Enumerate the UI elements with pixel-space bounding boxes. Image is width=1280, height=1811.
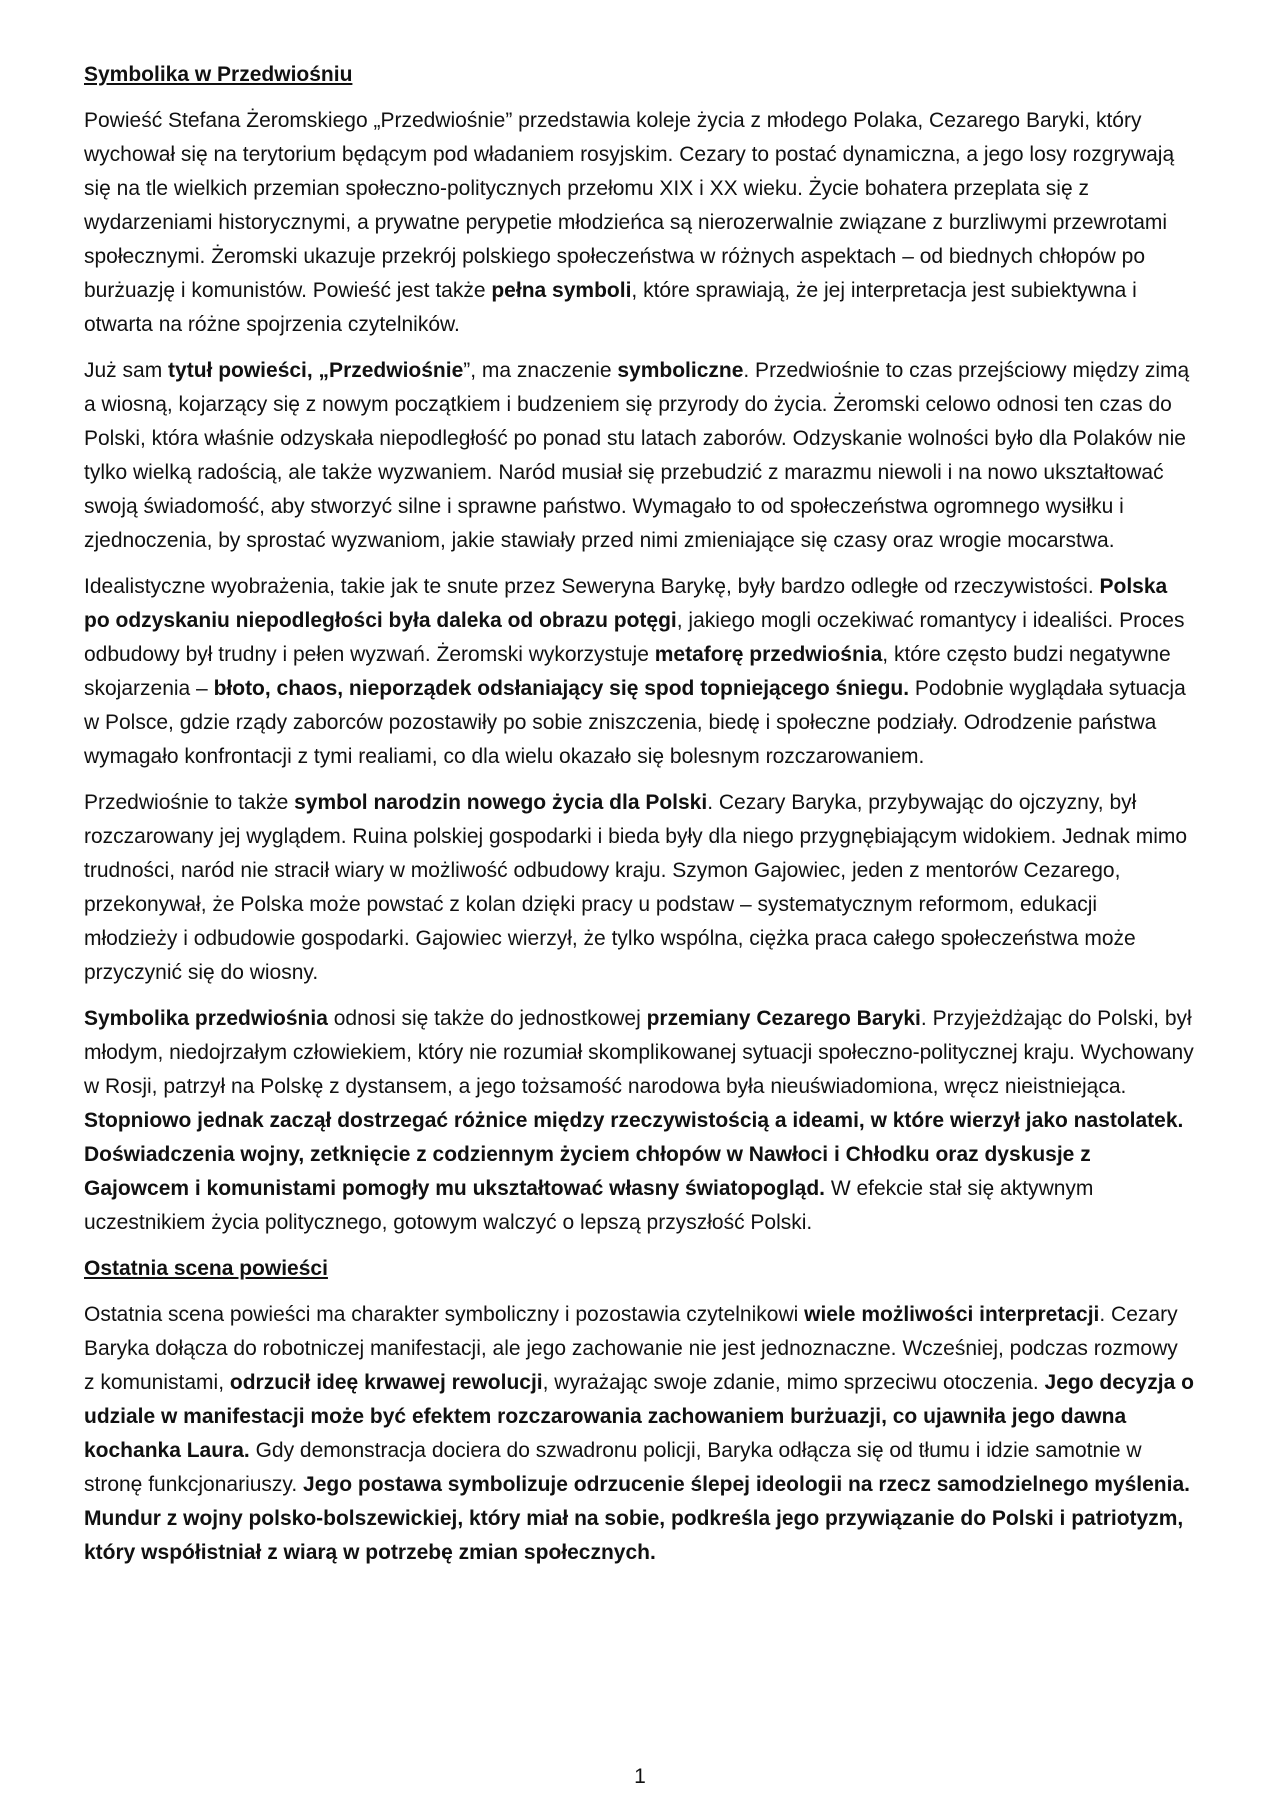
text-run: ”, ma znaczenie [463, 359, 618, 382]
bold-text: Jego decyzja o udziale w manifestacji może być efektem rozczarowania zachowaniem burżuazji, co ujawniła jego dawna kochanka Laura. [84, 1371, 1194, 1462]
text-run: . Cezary Baryka dołącza do robotniczej manifestacji, ale jego zachowanie nie jest jednoznaczne. Wcześniej, podczas rozmowy z komunistami, [84, 1303, 1178, 1394]
text-run: , które często budzi negatywne skojarzenia – [84, 643, 1171, 700]
bold-text: symboliczne [617, 359, 744, 382]
section-heading: Ostatnia scena powieści [84, 1257, 328, 1280]
text-run: odnosi się także do jednostkowej [327, 1007, 647, 1030]
text-run: , jakiego mogli oczekiwać romantycy i idealiści. Proces odbudowy był trudny i pełen wyzwań. Żeromski wykorzystuje [84, 609, 1185, 666]
text-run: . Cezary Baryka, przybywając do ojczyzny, był rozczarowany jej wyglądem. Ruina polskiej gospodarki i bieda były dla niego przygnębiającym widokiem. Jednak mimo trudności, naród nie stracił wiary w możliwość odbudowy kraju. Szymon Gajowiec, jeden z mentorów Cezarego, przekonywał, że Polska może powstać z kolan dzięki pracy u podstaw – systematycznym reformom, edukacji młodzieży i odbudowie gospodarki. Gajowiec wierzył, że tylko wspólna, ciężka praca całego społeczeństwa może przyczynić się do wiosny. [84, 791, 1188, 984]
text-run: , wyrażając swoje zdanie, mimo sprzeciwu otoczenia. [542, 1371, 1045, 1394]
bold-text: symbol narodzin nowego życia dla Polski [294, 791, 708, 814]
bold-text: pełna symboli [491, 279, 632, 302]
section-body [84, 104, 1194, 1240]
text-run: , które sprawiają, że jej interpretacja jest subiektywna i otwarta na różne spojrzenia czytelników. [84, 279, 1137, 336]
text-run: Idealistyczne wyobrażenia, takie jak te snute przez Seweryna Barykę, były bardzo odległe od rzeczywistości. [84, 575, 1100, 598]
bold-text: wiele możliwości interpretacji [804, 1303, 1100, 1326]
document-page [84, 58, 1194, 1582]
bold-text: metaforę przedwiośnia [654, 643, 883, 666]
paragraph [84, 1002, 1194, 1240]
page-number: 1 [634, 1765, 646, 1788]
section-heading: Symbolika w Przedwiośniu [84, 63, 353, 86]
bold-text: Jego postawa symbolizuje odrzucenie ślepej ideologii na rzecz samodzielnego myślenia. Mundur z wojny polsko-bolszewickiej, który miał na sobie, podkreśla jego przywiązanie do Polski i patriotyzm, który współistniał z wiarą w potrzebę zmian społecznych. [84, 1473, 1190, 1564]
bold-text: błoto, chaos, nieporządek odsłaniający się spod topniejącego śniegu. [213, 677, 910, 700]
bold-text: Symbolika przedwiośnia [84, 1007, 328, 1030]
paragraph [84, 570, 1194, 774]
text-run: Przedwiośnie to także [84, 791, 295, 814]
text-run: Powieść Stefana Żeromskiego „Przedwiośnie” przedstawia koleje życia z młodego Polaka, Cezarego Baryki, który wychował się na terytorium będącym pod władaniem rosyjskim. Cezary to postać dynamiczna, a jego losy rozgrywają się na tle wielkich przemian społeczno-politycznych przełomu XIX i XX wieku. Życie bohatera przeplata się z wydarzeniami historycznymi, a prywatne perypetie młodzieńca są nierozerwalnie związane z burzliwymi przewrotami społecznymi. Żeromski ukazuje przekrój polskiego społeczeństwa w różnych aspektach – od biednych chłopów po burżuazję i komunistów. Powieść jest także [84, 109, 1175, 302]
bold-text: odrzucił ideę krwawej rewolucji [229, 1371, 543, 1394]
bold-text: tytuł powieści, „Przedwiośnie [168, 359, 464, 382]
text-run: Już sam [84, 359, 169, 382]
text-run: Ostatnia scena powieści ma charakter symboliczny i pozostawia czytelnikowi [84, 1303, 805, 1326]
bold-text: przemiany Cezarego Baryki [646, 1007, 921, 1030]
paragraph [84, 1298, 1194, 1570]
text-run: . Przedwiośnie to czas przejściowy między zimą a wiosną, kojarzący się z nowym początkiem i budzeniem się przyrody do życia. Żeromski celowo odnosi ten czas do Polski, która właśnie odzyskała niepodległość po ponad stu latach zaborów. Odzyskanie wolności było dla Polaków nie tylko wielką radością, ale także wyzwaniem. Naród musiał się przebudzić z marazmu niewoli i na nowo ukształtować swoją świadomość, aby stworzyć silne i sprawne państwo. Wymagało to od społeczeństwa ogromnego wysiłku i zjednoczenia, by sprostać wyzwaniom, jakie stawiały przed nimi zmieniające się czasy oraz wrogie mocarstwa. [84, 359, 1190, 552]
text-run: W efekcie stał się aktywnym uczestnikiem życia politycznego, gotowym walczyć o lepszą przyszłość Polski. [84, 1177, 1094, 1234]
paragraph [84, 354, 1194, 558]
paragraph [84, 786, 1194, 990]
text-run: Gdy demonstracja dociera do szwadronu policji, Baryka odłącza się od tłumu i idzie samotnie w stronę funkcjonariuszy. [84, 1439, 1142, 1496]
text-run: Podobnie wyglądała sytuacja w Polsce, gdzie rządy zaborców pozostawiły po sobie zniszczenia, biedę i społeczne podziały. Odrodzenie państwa wymagało konfrontacji z tymi realiami, co dla wielu okazało się bolesnym rozczarowaniem. [84, 677, 1186, 768]
bold-text: Polska po odzyskaniu niepodległości była daleka od obrazu potęgi [84, 575, 1168, 632]
paragraph [84, 104, 1194, 342]
section-body [84, 1298, 1194, 1570]
text-run: . Przyjeżdżając do Polski, był młodym, niedojrzałym człowiekiem, który nie rozumiał skomplikowanej sytuacji społeczno-politycznej kraju. Wychowany w Rosji, patrzył na Polskę z dystansem, a jego tożsamość narodowa była nieuświadomiona, wręcz nieistniejąca. [84, 1007, 1194, 1098]
bold-text: Stopniowo jednak zaczął dostrzegać różnice między rzeczywistością a ideami, w które wierzył jako nastolatek. Doświadczenia wojny, zetknięcie z codziennym życiem chłopów w Nawłoci i Chłodku oraz dyskusje z Gajowcem i komunistami pomogły mu ukształtować własny światopogląd. [84, 1109, 1184, 1200]
